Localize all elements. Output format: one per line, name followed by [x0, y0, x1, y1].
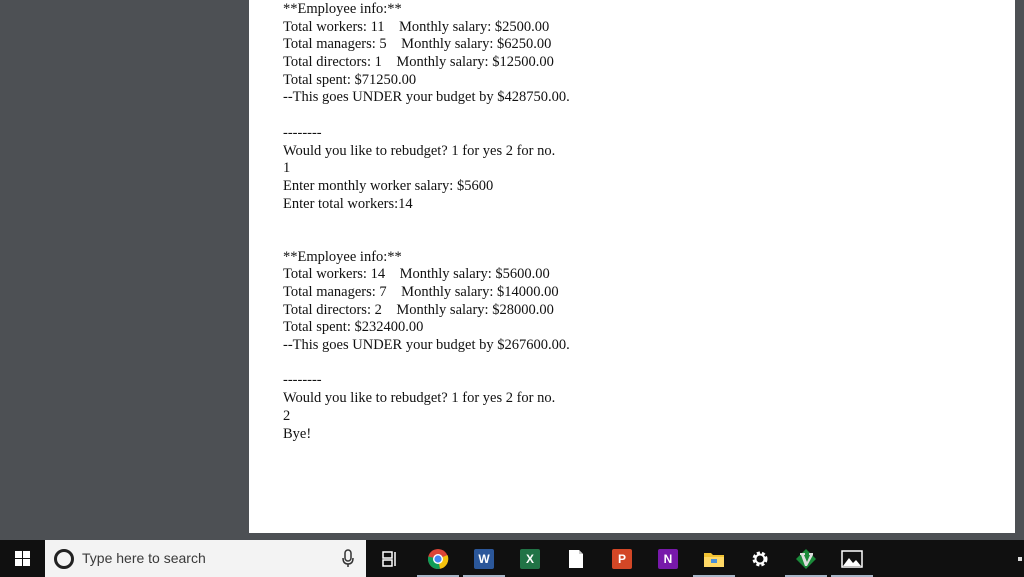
document-line: Total directors: 1 Monthly salary: $12500.00: [283, 54, 554, 71]
vim-icon: [795, 548, 817, 570]
document-line: Bye!: [283, 425, 312, 442]
document-line: --This goes UNDER your budget by $428750.00.: [283, 89, 570, 106]
document-line: --This goes UNDER your budget by $267600.00.: [283, 337, 570, 354]
document-line: 2: [283, 407, 291, 424]
system-tray-edge: [1018, 557, 1022, 561]
taskbar-file-button[interactable]: [553, 540, 599, 577]
windows-logo-icon: [15, 551, 30, 566]
document-line: Would you like to rebudget? 1 for yes 2 for no.: [283, 390, 556, 407]
microphone-icon[interactable]: [341, 549, 355, 568]
taskbar-search-box[interactable]: [45, 540, 366, 577]
document-line: Enter monthly worker salary: $5600: [283, 177, 494, 194]
photos-icon: [841, 550, 863, 568]
onenote-icon: N: [658, 549, 678, 569]
taskbar-chrome-button[interactable]: [415, 540, 461, 577]
document-line: 1: [283, 160, 291, 177]
document-line: Total spent: $232400.00: [283, 319, 424, 336]
chrome-icon: [427, 548, 449, 570]
document-text: [283, 1, 570, 443]
settings-gear-icon: [750, 549, 770, 569]
document-line: [283, 231, 570, 249]
task-view-icon: [382, 551, 398, 567]
document-line: [283, 213, 570, 231]
document-line: Total managers: 5 Monthly salary: $6250.00: [283, 36, 552, 53]
taskbar-word-button[interactable]: [461, 540, 507, 577]
task-view-button[interactable]: [367, 540, 413, 577]
search-placeholder: Type here to search: [82, 550, 206, 566]
document-line: Total spent: $71250.00: [283, 71, 417, 88]
taskbar-file-explorer-button[interactable]: [691, 540, 737, 577]
document-line: --------: [283, 124, 322, 141]
powerpoint-icon: P: [612, 549, 632, 569]
file-icon: [568, 549, 584, 569]
taskbar-photos-button[interactable]: [829, 540, 875, 577]
taskbar-onenote-button[interactable]: [645, 540, 691, 577]
taskbar-excel-button[interactable]: [507, 540, 553, 577]
document-line: **Employee info:**: [283, 248, 402, 265]
cortana-icon: [54, 549, 74, 569]
document-line: **Employee info:**: [283, 1, 402, 17]
excel-icon: X: [520, 549, 540, 569]
document-line: --------: [283, 372, 322, 389]
taskbar-vim-button[interactable]: [783, 540, 829, 577]
document-line: Total directors: 2 Monthly salary: $28000.00: [283, 301, 554, 318]
document-page[interactable]: [249, 0, 1015, 533]
taskbar-powerpoint-button[interactable]: [599, 540, 645, 577]
file-explorer-icon: [703, 550, 725, 568]
document-line: Total managers: 7 Monthly salary: $14000.00: [283, 284, 559, 300]
document-line: [283, 107, 570, 125]
document-line: [283, 355, 570, 373]
word-icon: W: [474, 549, 494, 569]
taskbar-settings-button[interactable]: [737, 540, 783, 577]
document-line: Would you like to rebudget? 1 for yes 2 for no.: [283, 142, 556, 159]
document-line: Total workers: 14 Monthly salary: $5600.00: [283, 266, 550, 283]
document-line: Total workers: 11 Monthly salary: $2500.00: [283, 18, 550, 35]
start-button[interactable]: [0, 540, 45, 577]
document-line: Enter total workers:14: [283, 195, 413, 212]
taskbar: [0, 540, 1024, 577]
